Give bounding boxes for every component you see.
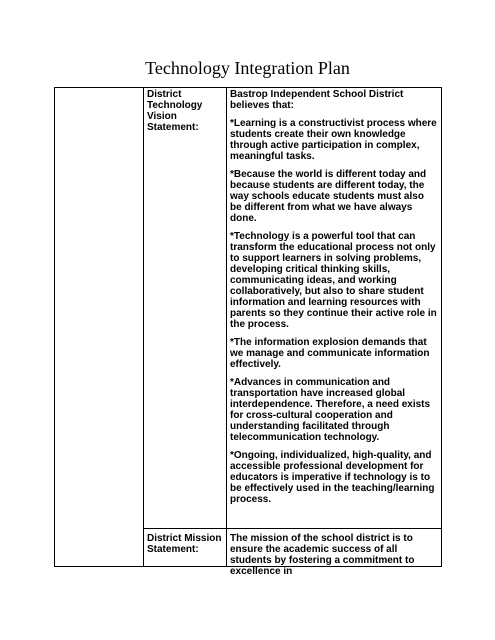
column-divider-right: [226, 88, 227, 566]
vision-intro: Bastrop Independent School District believes that:: [230, 89, 404, 111]
mission-label: District Mission Statement:: [147, 533, 222, 555]
vision-paragraph: *Because the world is different today and because students are different today, the way schools educate students must also be different from what we have always done.: [230, 169, 427, 224]
vision-paragraph: *Ongoing, individualized, high-quality, and accessible professional development for educators is imperative if technology is to be effectively used in the teaching/learning process.: [230, 450, 435, 505]
vision-paragraph: *Learning is a constructivist process where students create their own knowledge through active participation in complex, meaningful tasks.: [230, 118, 437, 162]
plan-table: [54, 87, 442, 577]
row-divider: [143, 528, 441, 529]
vision-label: District Technology Vision Statement:: [147, 89, 203, 133]
mission-content: The mission of the school district is to ensure the academic success of all students by fostering a commitment to excellence in: [230, 533, 415, 577]
page-title: Technology Integration Plan: [145, 58, 350, 78]
vision-paragraph: *Technology is a powerful tool that can transform the educational process not only to support learners in solving problems, developing critical thinking skills, communicating ideas, and working collaboratively, but also to share student information and learning resources with parents so they continue their active role in the process.: [230, 231, 437, 330]
column-divider-left: [143, 88, 144, 566]
vision-paragraph: *The information explosion demands that we manage and communicate information effectively.: [230, 337, 430, 370]
vision-content: [230, 89, 438, 512]
vision-paragraph: *Advances in communication and transportation have increased global interdependence. Therefore, a need exists for cross-cultural cooperation and understanding facilitated through telecommunication technology.: [230, 377, 431, 443]
